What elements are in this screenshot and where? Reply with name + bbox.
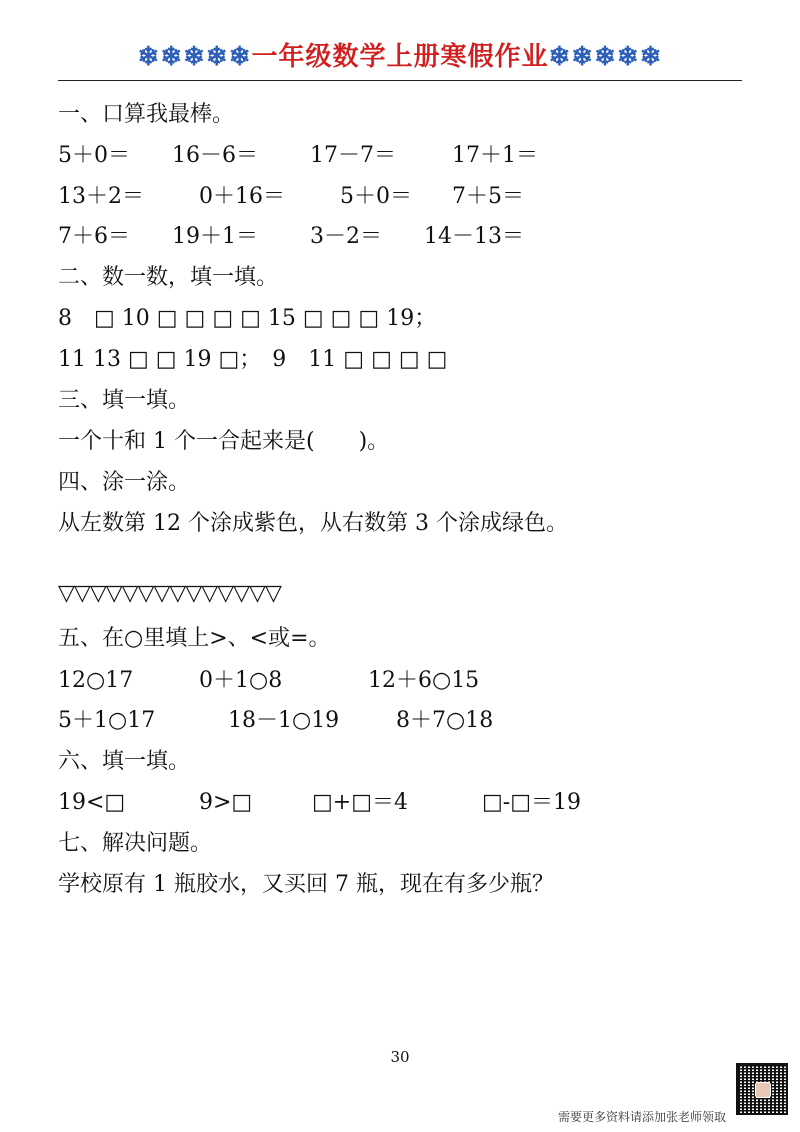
- equation: □-□＝19: [482, 790, 582, 815]
- problem: 0＋16＝: [199, 184, 285, 209]
- comparison: 8＋7○18: [396, 708, 494, 733]
- problem: 17－7＝: [310, 143, 396, 168]
- footer-note: 需要更多资料请添加张老师领取: [558, 1110, 727, 1124]
- comparison: 18－1○19: [228, 708, 340, 733]
- page-title: 一年级数学上册寒假作业: [251, 42, 549, 72]
- word-problem: 学校原有 1 瓶胶水，又买回 7 瓶，现在有多少瓶？: [58, 872, 554, 897]
- problem: 7＋6＝: [58, 224, 130, 249]
- problem: 5＋0＝: [340, 184, 412, 209]
- avatar: [755, 1082, 771, 1098]
- inequality: 9>□: [199, 790, 253, 815]
- number-sequence: 8 □ 10 □ □ □ □ 15 □ □ □ 19；: [58, 306, 437, 331]
- inequality: 19<□: [58, 790, 126, 815]
- section-7-heading: 七、解决问题。: [58, 831, 213, 856]
- section-1-heading: 一、口算我最棒。: [58, 102, 235, 127]
- section-3-heading: 三、填一填。: [58, 388, 191, 413]
- section-6-heading: 六、填一填。: [58, 749, 191, 774]
- section-4-heading: 四、涂一涂。: [58, 470, 191, 495]
- number-sequence: 11 13 □ □ 19 □； 9 11 □ □ □ □: [58, 347, 448, 372]
- equation: □+□＝4: [312, 790, 409, 815]
- problem: 14－13＝: [424, 224, 524, 249]
- problem: 19＋1＝: [172, 224, 258, 249]
- triangle-row: ▽▽▽▽▽▽▽▽▽▽▽▽▽▽: [58, 581, 281, 606]
- section-5-heading: 五、在○里填上>、<或=。: [58, 626, 331, 651]
- section-2-heading: 二、数一数，填一填。: [58, 265, 279, 290]
- comparison: 12＋6○15: [368, 668, 480, 693]
- problem: 17＋1＝: [452, 143, 538, 168]
- page-number: 30: [390, 1048, 410, 1066]
- comparison: 12○17: [58, 668, 134, 693]
- comparison: 5＋1○17: [58, 708, 156, 733]
- problem: 3－2＝: [310, 224, 382, 249]
- problem: 5＋0＝: [58, 143, 130, 168]
- snowflake-icon: ❄❄❄❄❄: [548, 42, 663, 72]
- snowflake-icon: ❄❄❄❄❄: [137, 42, 252, 72]
- problem: 16－6＝: [172, 143, 258, 168]
- fill-in-text: 一个十和 1 个一合起来是( )。: [58, 429, 390, 454]
- problem: 7＋5＝: [452, 184, 524, 209]
- instruction-text: 从左数第 12 个涂成紫色，从右数第 3 个涂成绿色。: [58, 511, 568, 536]
- problem: 13＋2＝: [58, 184, 144, 209]
- header-divider: [58, 80, 742, 81]
- page-header: [0, 36, 800, 76]
- comparison: 0＋1○8: [199, 668, 283, 693]
